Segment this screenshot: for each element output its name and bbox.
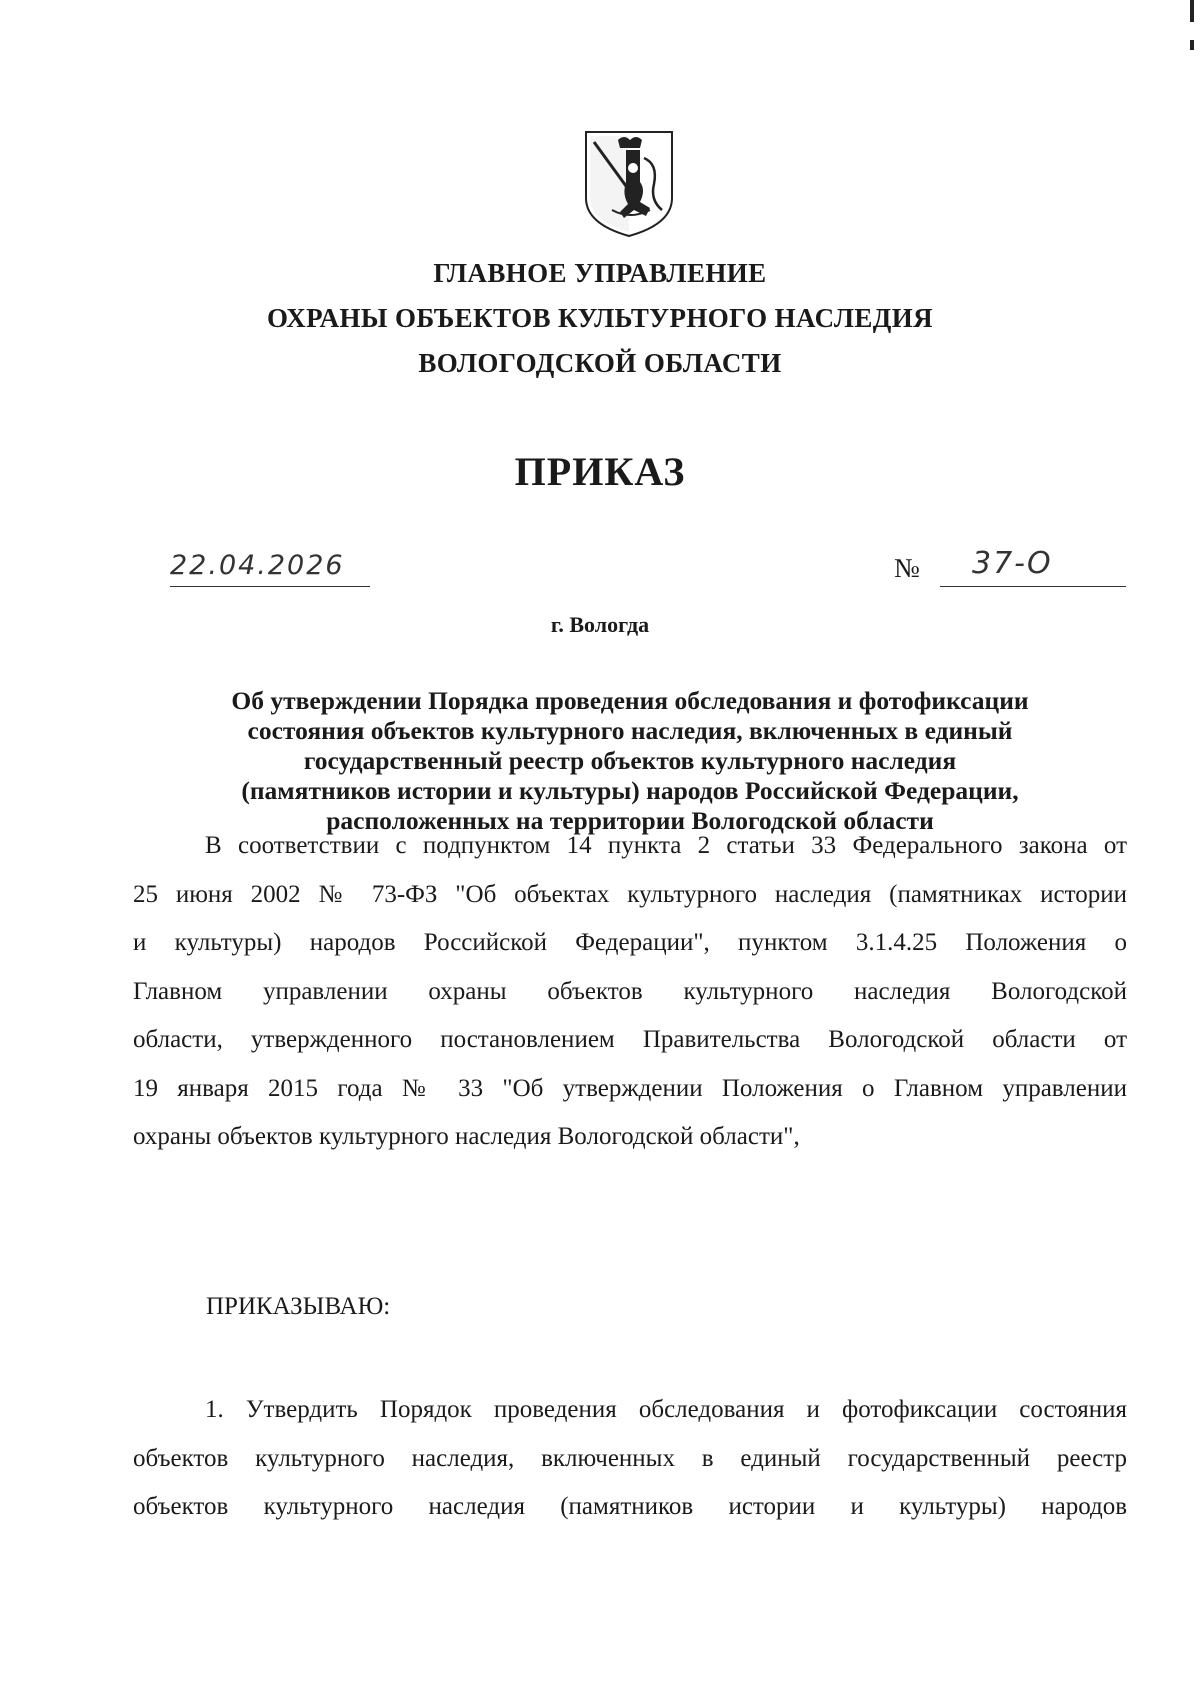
order-directive: ПРИКАЗЫВАЮ: — [206, 1293, 391, 1320]
preamble-line: области, утвержденного постановлением Правительства Вологодской области от — [133, 1026, 1127, 1053]
item-1-line: объектов культурного наследия (памятников истории и культуры) народов — [133, 1493, 1127, 1520]
handwritten-date: 22.04.2026 — [170, 550, 345, 581]
org-name-line-1: ГЛАВНОЕ УПРАВЛЕНИЕ — [433, 258, 767, 288]
subject-line: (памятников истории и культуры) народов Российской Федерации, — [241, 776, 1019, 805]
handwritten-number: 37-О — [972, 546, 1053, 581]
scan-edge-mark — [1190, 0, 1194, 22]
org-name-line-2: ОХРАНЫ ОБЪЕКТОВ КУЛЬТУРНОГО НАСЛЕДИЯ — [266, 303, 934, 333]
item-1-paragraph — [133, 1386, 1127, 1532]
document-title: ПРИКАЗ — [514, 449, 686, 494]
org-name-line-3: ВОЛОГОДСКОЙ ОБЛАСТИ — [418, 348, 782, 378]
preamble-line: и культуры) народов Российской Федерации", пунктом 3.1.4.25 Положения о — [133, 929, 1127, 956]
preamble-line: охраны объектов культурного наследия Вологодской области", — [133, 1123, 800, 1150]
preamble-line: 25 июня 2002 № 73-ФЗ "Об объектах культурного наследия (памятниках истории — [133, 880, 1127, 908]
preamble-line: Главном управлении охраны объектов культурного наследия Вологодской — [133, 977, 1127, 1005]
item-1-line: объектов культурного наследия, включенных в единый государственный реестр — [133, 1444, 1127, 1472]
subject-line: состояния объектов культурного наследия, включенных в единый — [247, 716, 1013, 745]
subject-line: государственный реестр объектов культурного наследия — [303, 746, 957, 775]
scan-edge-mark — [1190, 40, 1194, 50]
item-1-line: 1. Утвердить Порядок проведения обследования и фотофиксации состояния — [205, 1396, 1127, 1423]
preamble-paragraph — [133, 822, 1127, 1162]
city: г. Вологда — [550, 612, 650, 637]
date-field — [170, 550, 370, 587]
preamble-line: 19 января 2015 года № 33 "Об утверждении Положения о Главном управлении — [133, 1074, 1127, 1102]
preamble-line: В соответствии с подпунктом 14 пункта 2 статьи 33 Федерального закона от — [205, 832, 1127, 859]
number-label: № — [894, 553, 920, 583]
vologda-coat-of-arms-icon — [582, 128, 676, 240]
subject-line: расположенных на территории Вологодской области — [326, 806, 934, 835]
subject-line: Об утверждении Порядка проведения обследования и фотофиксации — [231, 686, 1029, 715]
number-field — [940, 546, 1126, 587]
document-subject — [170, 686, 1090, 836]
